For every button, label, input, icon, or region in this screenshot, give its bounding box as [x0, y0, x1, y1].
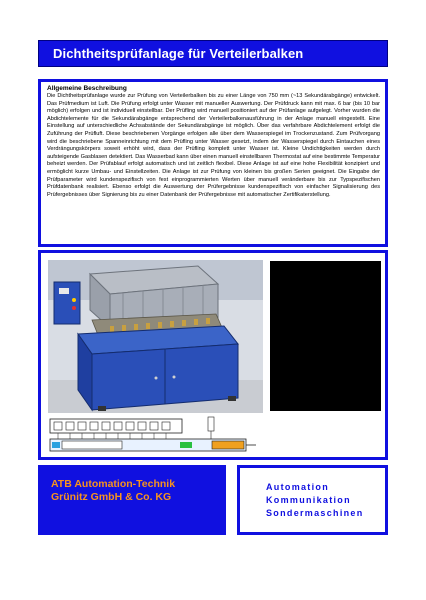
service-automation: Automation [266, 481, 329, 492]
description-box [38, 79, 388, 247]
description-text: Die Dichtheitsprüfanlage wurde zur Prüfung von Verteilerbalken bis zu einer Länge von 750 mm (~13 Sekundärabgänge) entwickelt. Das Prüfmedium ist Luft. Die Prüfung erfolgt unter Wasser mit manueller Auswertung. Der Prüfdruck kann mit max. 6 bar (bis 10 bar möglich) erfolgen und ist individuell einstellbar. Der Prüfling wird manuell positioniert auf der Prüfanlage aufgelegt. Vorher wurden die Abdichtelemente für die Sekundärabgänge entsprechend der Verteilerbalkenausführung in der Anlage manuell eingestellt. Eine Einstellung auf unterschiedliche Achsabstände der Sekundärabgänge ist möglich. Über das verfahrbare Abdichtelement erfolgt die Zuführung der Prüfluft. Diese beschriebenen Vorgänge erfolgen alle über dem Wasserspiegel im Trockenzustand. Zum Prüfvorgang wird die beschriebene Spanneinrichtung mit dem Prüfling unter Wasser gesetzt, indem der Wasserspiegel durch Eintauchen eines Verdrängungskörpers soweit erhöht wird, dass der Prüfling komplett unter Wasser ist. Kleine Undichtigkeiten werden durch aufsteigende Gasblasen detektiert. Das Wasserbad kann über einen manuell einstellbaren Thermostat auf eine bestimmte Temperatur beheizt werden. Der Prüfablauf erfolgt automatisch und ist zeitlich flexibel. Diese Anlage ist auf eine hohe Flexibilität konzipiert und ermöglicht kurze Umbau- und Einstellzeiten. Die Anlage ist zur Prüfung von kleinen bis großen Serien geeignet. Die Eingabe der Prüfparameter wird kundenspezifisch von fest einprogrammierten Werten über manuell veränderbare bis zur Typspezifischen Prüfdatenbank realisiert. Ebenso erfolgt die Auswertung der Prüfergebnisse kundenspezifisch von einfacher Signalisierung des Prüfergebnisses über Signierung bis zu einer Datenbank der Prüfergebnisse mit automatischer Zertifikaterstellung. [47, 93, 380, 198]
page-title: Dichtheitsprüfanlage für Verteilerbalken [53, 46, 304, 61]
description-heading: Allgemeine Beschreibung [47, 85, 127, 92]
service-sondermaschinen: Sondermaschinen [266, 507, 364, 518]
services-box [237, 465, 388, 535]
black-image-panel [270, 261, 381, 411]
service-kommunikation: Kommunikation [266, 494, 351, 505]
product-media-box [38, 250, 388, 460]
pneumatic-schematic [48, 415, 258, 457]
company-name-line1: ATB Automation-Technik [51, 478, 176, 490]
machine-photo [48, 260, 263, 413]
company-box [38, 465, 226, 535]
company-name-line2: Grünitz GmbH & Co. KG [51, 491, 172, 503]
page-title-bar [38, 40, 388, 67]
